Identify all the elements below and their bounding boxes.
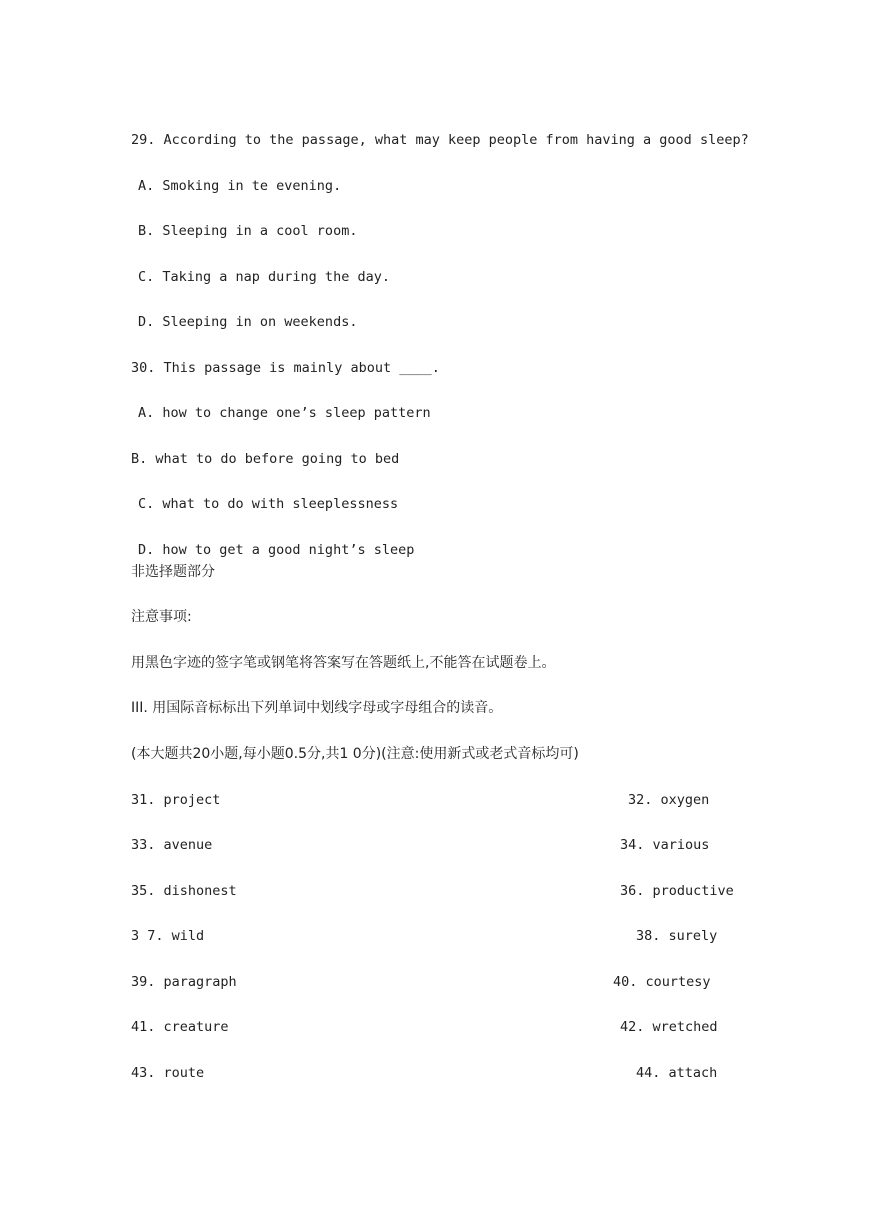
question-29-option-c: C. Taking a nap during the day.	[138, 269, 390, 285]
notice-text: 用黑色字迹的签字笔或钢笔将答案写在答题纸上,不能答在试题卷上。	[131, 655, 556, 671]
question-29-option-d: D. Sleeping in on weekends.	[138, 314, 358, 330]
question-30-option-a: A. how to change one’s sleep pattern	[138, 405, 431, 421]
word-item: 39. paragraph	[131, 974, 237, 990]
section-title: 非选择题部分	[131, 564, 215, 580]
word-item: 44. attach	[636, 1065, 718, 1081]
question-30-stem: 30. This passage is mainly about ____.	[131, 360, 440, 376]
question-29-option-b: B. Sleeping in a cool room.	[138, 223, 358, 239]
word-item: 3 7. wild	[131, 928, 205, 944]
word-item: 42. wretched	[620, 1019, 718, 1035]
word-item: 43. route	[131, 1065, 205, 1081]
word-item: 35. dishonest	[131, 883, 237, 899]
word-item: 36. productive	[620, 883, 734, 899]
part3-title: III. 用国际音标标出下列单词中划线字母或字母组合的读音。	[131, 700, 503, 716]
word-item: 34. various	[620, 837, 710, 853]
part3-note: (本大题共20小题,每小题0.5分,共1 0分)(注意:使用新式或老式音标均可)	[131, 746, 579, 762]
word-item: 40. courtesy	[613, 974, 711, 990]
notice-label: 注意事项:	[131, 609, 192, 625]
question-29-option-a: A. Smoking in te evening.	[138, 178, 342, 194]
word-item: 31. project	[131, 792, 221, 808]
word-item: 41. creature	[131, 1019, 229, 1035]
question-30-option-d: D. how to get a good night’s sleep	[138, 542, 415, 558]
word-item: 32. oxygen	[628, 792, 710, 808]
word-item: 33. avenue	[131, 837, 213, 853]
question-29-stem: 29. According to the passage, what may keep people from having a good sleep?	[131, 132, 749, 148]
question-30-option-b: B. what to do before going to bed	[131, 451, 400, 467]
question-30-option-c: C. what to do with sleeplessness	[138, 496, 399, 512]
word-item: 38. surely	[636, 928, 718, 944]
